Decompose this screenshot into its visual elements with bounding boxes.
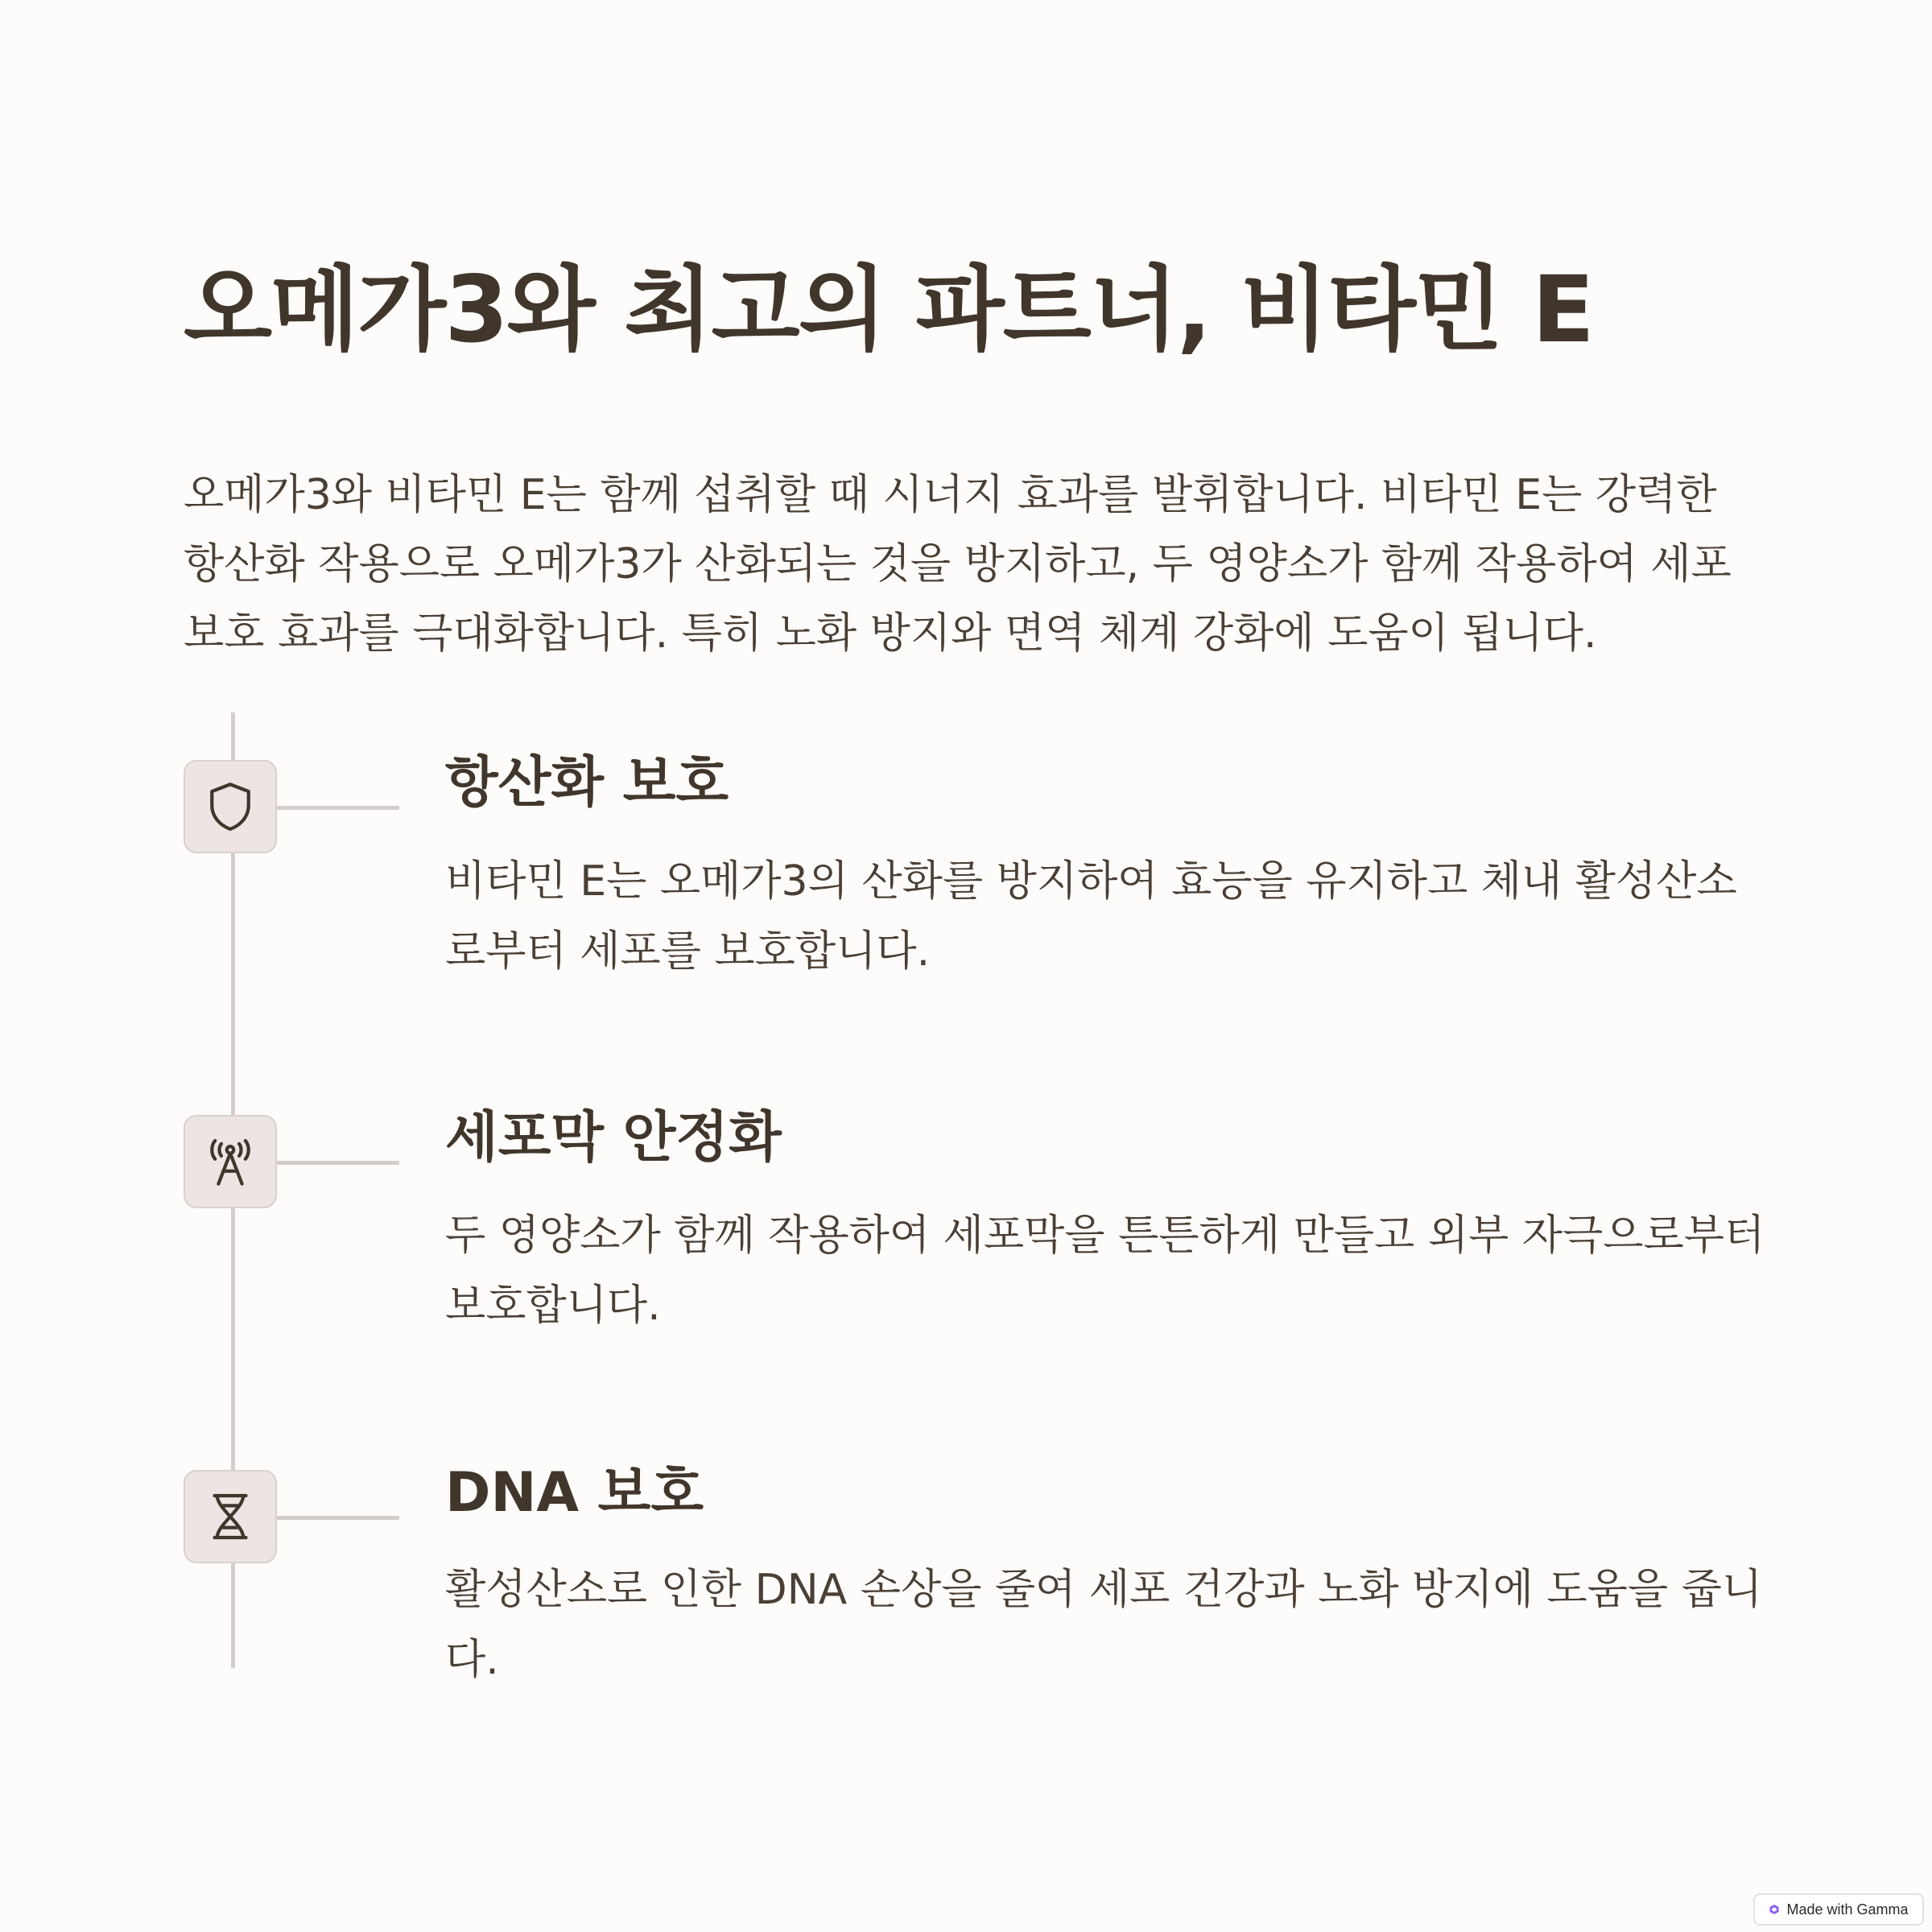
timeline-connector	[277, 806, 399, 810]
dna-icon	[199, 1485, 262, 1548]
page-title: 오메가3와 최고의 파트너, 비타민 E	[184, 256, 1593, 363]
badge-label: Made with Gamma	[1786, 1901, 1909, 1918]
timeline-icon-box	[184, 1115, 277, 1208]
timeline-connector	[277, 1516, 399, 1520]
item-title-dna: DNA 보호	[445, 1461, 704, 1525]
timeline-connector	[277, 1161, 399, 1165]
item-desc-antioxidant: 비타민 E는 오메가3의 산화를 방지하여 효능을 유지하고 체내 활성산소로부터 세포를 보호합니다.	[445, 857, 1737, 976]
shield-icon	[199, 775, 262, 838]
item-title-antioxidant: 항산화 보호	[445, 751, 729, 815]
item-title-membrane: 세포막 안정화	[445, 1106, 782, 1170]
made-with-gamma-badge[interactable]	[1753, 1893, 1924, 1926]
timeline-icon-box	[184, 760, 277, 853]
item-desc-dna: 활성산소로 인한 DNA 손상을 줄여 세포 건강과 노화 방지에 도움을 줍니다.	[445, 1566, 1763, 1684]
intro-paragraph: 오메가3와 비타민 E는 함께 섭취할 때 시너지 효과를 발휘합니다. 비타민 E는 강력한 항산화 작용으로 오메가3가 산화되는 것을 방지하고, 두 영양소가 함께 작용하여 세포 보호 효과를 극대화합니다. 특히 노화 방지와 면역 체계 강화에 도움이 됩니다.	[184, 471, 1732, 658]
antenna-tower-icon	[199, 1130, 262, 1193]
gamma-logo-icon	[1769, 1904, 1780, 1915]
timeline-icon-box	[184, 1470, 277, 1563]
item-desc-membrane: 두 영양소가 함께 작용하여 세포막을 튼튼하게 만들고 외부 자극으로부터 보호합니다.	[445, 1212, 1765, 1330]
